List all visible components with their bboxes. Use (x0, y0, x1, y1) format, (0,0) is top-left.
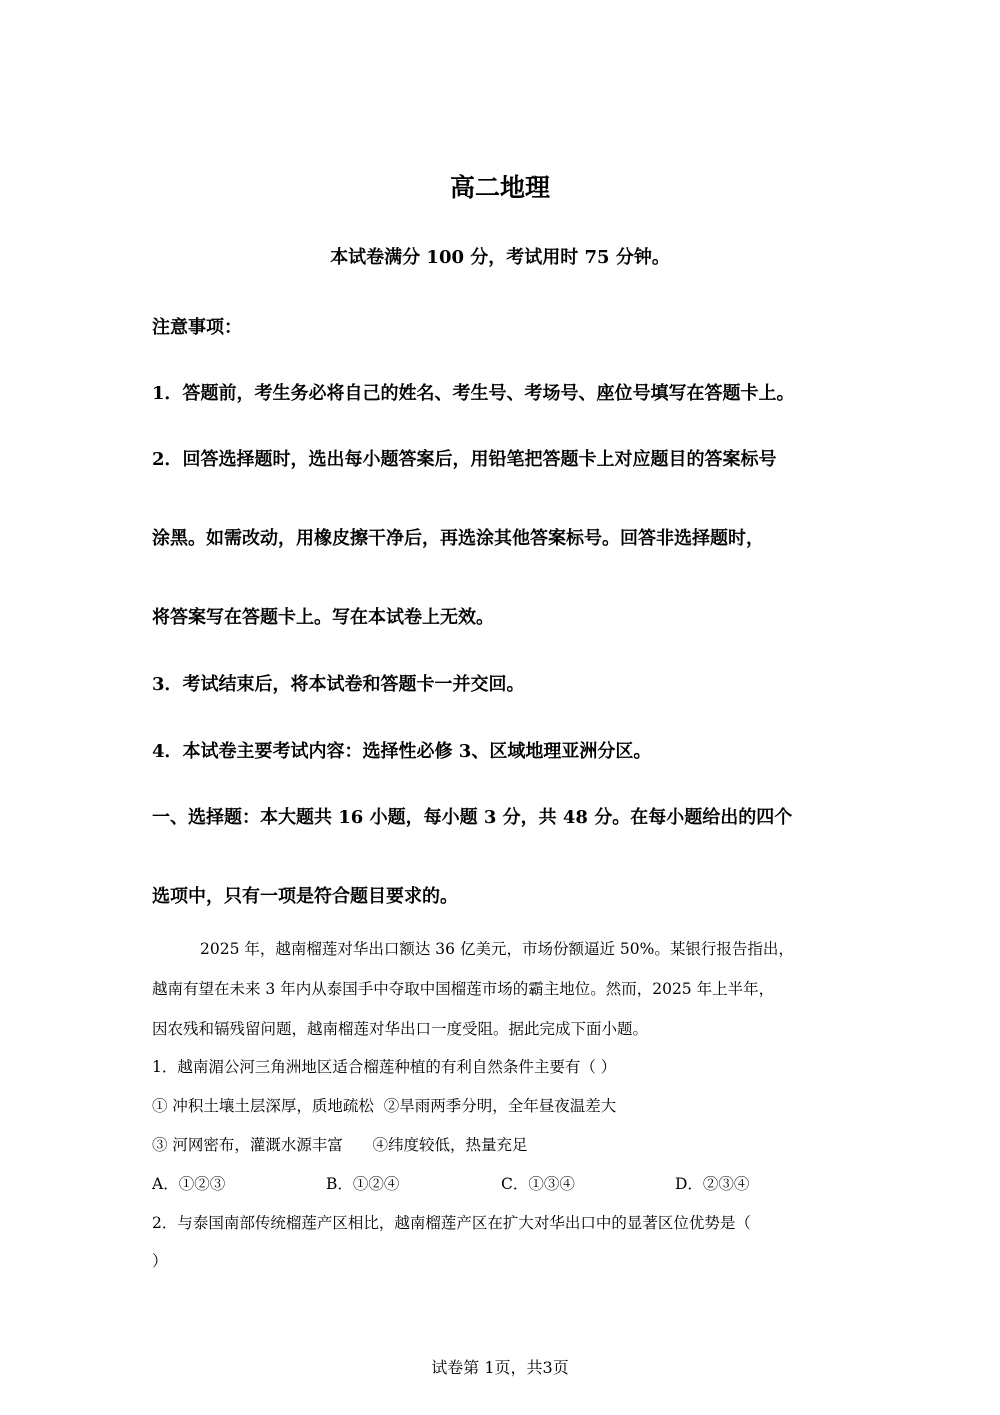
passage-line: 越南有望在未来 3 年内从泰国手中夺取中国榴莲市场的霸主地位。然而，2025 年上半年， (152, 980, 775, 998)
question-2-stem: 2．与泰国南部传统榴莲产区相比，越南榴莲产区在扩大对华出口中的显著区位优势是（ (152, 1214, 751, 1232)
question-1-item: ① 冲积土壤土层深厚，质地疏松 ②旱雨两季分明，全年昼夜温差大 (152, 1097, 617, 1115)
section-heading: 一、选择题：本大题共 16 小题，每小题 3 分，共 48 分。在每小题给出的四个 (152, 807, 793, 828)
question-2-stem-end: ） (152, 1252, 168, 1270)
passage-line: 因农残和镉残留问题，越南榴莲对华出口一度受阻。据此完成下面小题。 (152, 1020, 649, 1038)
notice-item: 1．答题前，考生务必将自己的姓名、考生号、考场号、座位号填写在答题卡上。 (152, 383, 795, 404)
notice-item: 3．考试结束后，将本试卷和答题卡一并交回。 (152, 674, 525, 695)
notice-header: 注意事项： (152, 317, 242, 338)
option-a: A．①②③ (152, 1175, 226, 1193)
option-c: C．①③④ (501, 1175, 575, 1193)
section-heading-cont: 选项中，只有一项是符合题目要求的。 (152, 886, 458, 907)
page-title: 高二地理 (449, 173, 550, 202)
notice-item: 2．回答选择题时，选出每小题答案后，用铅笔把答题卡上对应题目的答案标号 (152, 449, 777, 470)
exam-info: 本试卷满分 100 分，考试用时 75 分钟。 (330, 247, 670, 268)
question-1-item: ③ 河网密布，灌溉水源丰富 ④纬度较低，热量充足 (152, 1136, 528, 1154)
page-footer: 试卷第 1页，共3页 (431, 1358, 569, 1377)
option-d: D．②③④ (675, 1175, 750, 1193)
passage-line: 2025 年，越南榴莲对华出口额达 36 亿美元，市场份额逼近 50%。某银行报告指出， (200, 940, 794, 958)
notice-item: 4．本试卷主要考试内容：选择性必修 3、区域地理亚洲分区。 (152, 741, 652, 762)
notice-item: 将答案写在答题卡上。写在本试卷上无效。 (152, 607, 494, 628)
notice-item: 涂黑。如需改动，用橡皮擦干净后，再选涂其他答案标号。回答非选择题时， (152, 528, 764, 549)
option-b: B．①②④ (326, 1175, 400, 1193)
question-1-stem: 1．越南湄公河三角洲地区适合榴莲种植的有利自然条件主要有（ ） (152, 1058, 617, 1076)
